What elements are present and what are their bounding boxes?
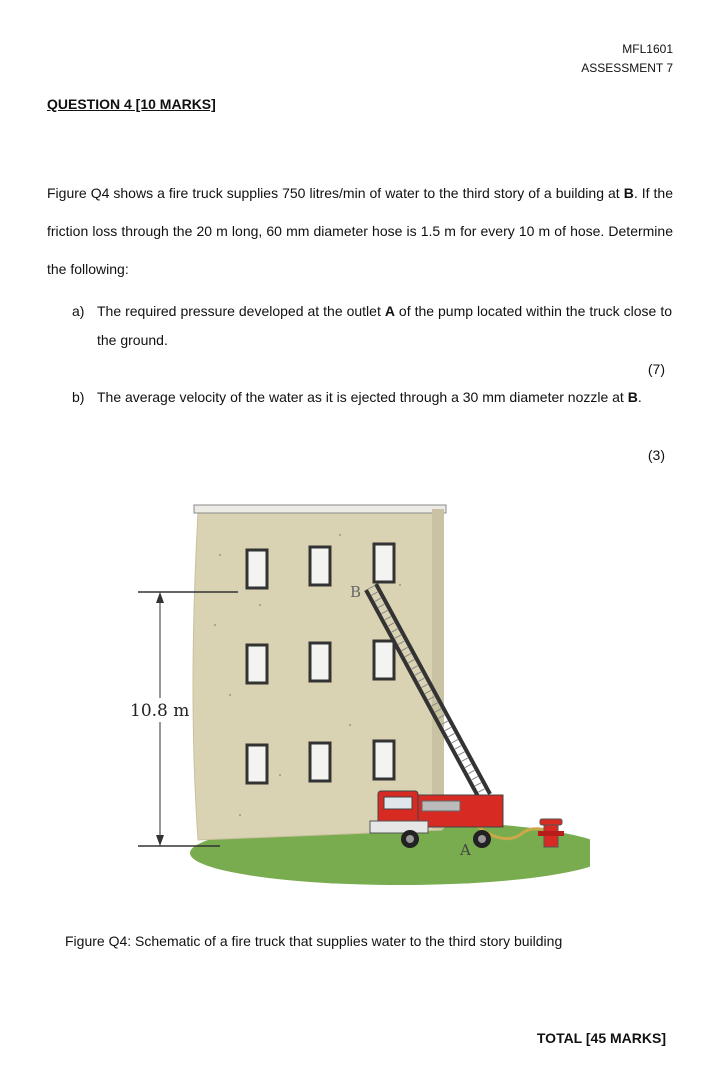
point-a-label: A (460, 841, 471, 859)
intro-text-1: Figure Q4 shows a fire truck supplies 750 litres/min of water to the third story of a building at (47, 185, 624, 201)
fire-truck-schematic (110, 495, 590, 895)
course-code: MFL1601 (622, 42, 673, 56)
part-b (72, 383, 672, 412)
figure-caption: Figure Q4: Schematic of a fire truck that supplies water to the third story building (65, 933, 563, 949)
arrow-down-icon (156, 835, 164, 846)
part-b-marks: (3) (647, 447, 665, 463)
part-a-label: a) (72, 303, 85, 319)
question-title: QUESTION 4 [10 MARKS] (47, 96, 216, 112)
part-a-point-a: A (384, 303, 395, 319)
dimension-label: 10.8 m (130, 701, 190, 721)
arrow-up-icon (156, 592, 164, 603)
part-b-label: b) (72, 389, 85, 405)
part-b-text-2: . (637, 389, 642, 405)
wall-edge (432, 509, 444, 829)
document-header (581, 40, 673, 78)
part-a-marks: (7) (647, 361, 665, 377)
intro-point-b: B (623, 185, 634, 201)
point-b-label: B (350, 583, 362, 601)
part-a-text-2: of the pump located within the truck close to the ground. (97, 303, 672, 348)
assessment-label: ASSESSMENT 7 (581, 61, 673, 75)
part-a (72, 297, 672, 355)
part-a-text-1: The required pressure developed at the outlet (97, 303, 385, 319)
question-intro (47, 174, 673, 288)
part-b-point-b: B (627, 389, 638, 405)
intro-text-2: . If the friction loss through the 20 m long, 60 mm diameter hose is 1.5 m for every 10 m of hose. Determine the following: (47, 185, 673, 277)
part-b-text-1: The average velocity of the water as it is ejected through a 30 mm diameter nozzle at (97, 389, 628, 405)
roof-ledge (194, 505, 446, 513)
figure-q4 (110, 495, 590, 900)
total-marks: TOTAL [45 MARKS] (536, 1030, 666, 1046)
